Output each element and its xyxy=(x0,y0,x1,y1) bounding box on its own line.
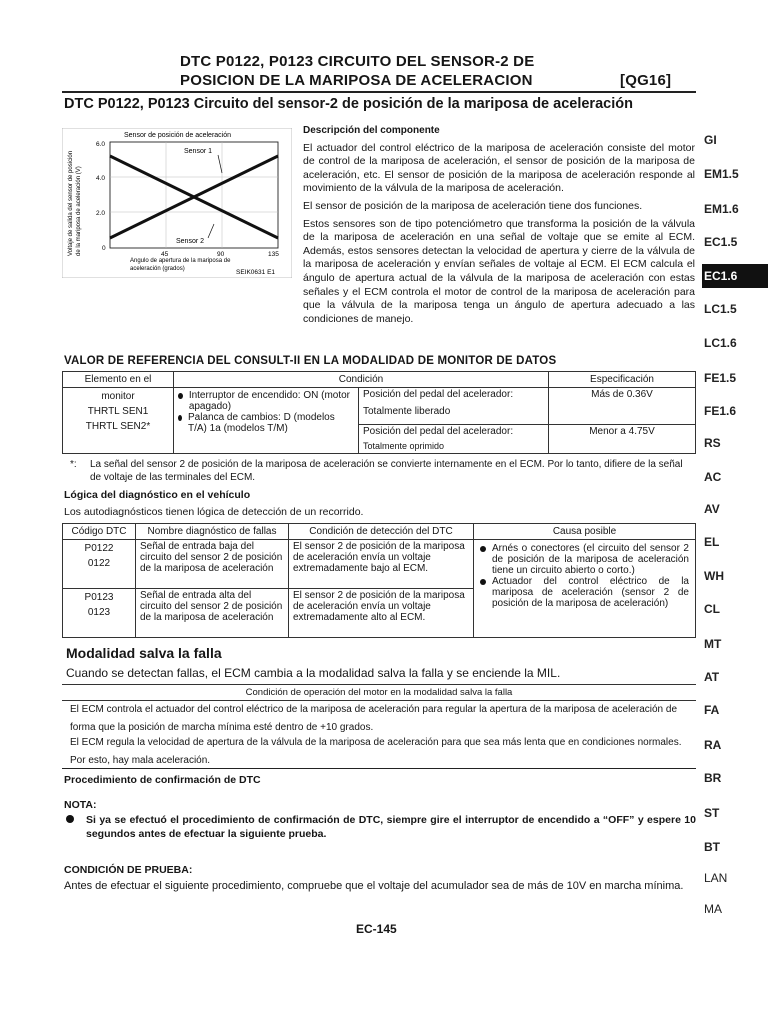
table-row xyxy=(63,540,696,589)
logic-header-cause: Causa posible xyxy=(474,524,696,540)
cause-item-1: Arnés o conectores (el circuito del sensor 2 de posición de la mariposa de aceleración tiene un circuito abierto o corto.) xyxy=(480,543,689,576)
graph-xlabel-2: aceleración (grados) xyxy=(130,266,185,272)
tab-ec15[interactable]: EC1.5 xyxy=(704,235,738,249)
tab-mt[interactable]: MT xyxy=(704,637,722,651)
tab-el[interactable]: EL xyxy=(704,535,720,549)
tab-gi[interactable]: GI xyxy=(704,133,717,147)
consult-pedal-2-cell xyxy=(359,425,549,454)
tab-em16[interactable]: EM1.6 xyxy=(704,202,739,216)
logic-condition-2: El sensor 2 de posición de la mariposa de aceleración envía un voltaje extremadamente alto al ECM. xyxy=(289,589,474,638)
tab-ac[interactable]: AC xyxy=(704,470,722,484)
logic-header-condition: Condición de detección del DTC xyxy=(289,524,474,540)
graph-xlabel-1: Angulo de apertura de la mariposa de xyxy=(130,258,231,264)
logic-table xyxy=(62,523,696,638)
bullet-icon xyxy=(178,393,183,399)
consult-footnote xyxy=(70,458,690,484)
description-heading: Descripción del componente xyxy=(303,125,440,136)
tab-lan[interactable]: LAN xyxy=(704,871,728,885)
logic-code-cell xyxy=(63,540,136,589)
failsafe-rule xyxy=(62,768,696,769)
description-para-2: El sensor de posición de la mariposa de aceleración tiene dos funciones. xyxy=(303,199,643,212)
dtc-code-short: 0123 xyxy=(87,607,111,618)
graph-ytick-6: 6.0 xyxy=(96,141,106,148)
failsafe-title: Modalidad salva la falla xyxy=(66,645,222,661)
consult-condition-2: Palanca de cambios: D (modelos T/A) 1a (modelos T/M) xyxy=(178,412,354,434)
dtc-code-short: 0122 xyxy=(87,558,111,569)
tab-fe15[interactable]: FE1.5 xyxy=(704,371,737,385)
logic-name-1: Señal de entrada baja del circuito del sensor 2 de posición de la mariposa de aceleración xyxy=(136,540,289,589)
bullet-icon xyxy=(480,579,486,585)
tab-av[interactable]: AV xyxy=(704,502,720,516)
header-line-1: DTC P0122, P0123 CIRCUITO DEL SENSOR-2 DE xyxy=(180,53,535,70)
graph-ytick-4: 4.0 xyxy=(96,175,106,182)
graph-series-1-label: Sensor 1 xyxy=(184,148,213,155)
cause-item-2: Actuador del control eléctrico de la mariposa de aceleración (sensor 2 de posición de la mariposa de aceleración) xyxy=(480,576,689,609)
tab-wh[interactable]: WH xyxy=(704,569,724,583)
consult-condition-cell xyxy=(174,388,359,454)
graph-xtick-90: 90 xyxy=(217,251,225,258)
graph-reference: SEIK0631 E1 xyxy=(236,269,276,276)
tab-rs[interactable]: RS xyxy=(704,436,721,450)
bullet-icon xyxy=(178,415,182,421)
graph-xtick-135: 135 xyxy=(268,251,279,258)
dtc-code: P0122 xyxy=(84,543,114,554)
graph-ylabel-1: Voltaje de salida del sensor de posición xyxy=(68,150,74,256)
consult-pedal-1-state: Totalmente liberado xyxy=(363,406,451,417)
note-title: NOTA: xyxy=(64,799,97,811)
description-para-3: Estos sensores son de tipo potenciómetro que transforma la posición de la válvula de la mariposa de aceleración en una señal de voltaje que se emite al ECM. Además, estos sensores detectan la velocidad de apertura y cierre de la válvula de la mariposa de aceleración y envían señales de voltaje al ECM. El ECM calcula el ángulo de apertura actual de la válvula de la mariposa de aceleración con estas señales y el ECM controla el motor de control de la mariposa de aceleración para que la válvula de la mariposa tenga un ángulo de apertura adecuado a las condiciones de manejo. xyxy=(303,217,695,325)
consult-pedal-2: Posición del pedal del acelerador: xyxy=(363,426,514,437)
consult-item-cell xyxy=(63,388,174,454)
page-header xyxy=(180,52,672,90)
graph-ytick-0: 0 xyxy=(102,245,106,252)
logic-name-2: Señal de entrada alta del circuito del sensor 2 de posición de la mariposa de aceleración xyxy=(136,589,289,638)
component-description xyxy=(303,124,695,330)
graph-title: Sensor de posición de aceleración xyxy=(124,132,232,139)
consult-header-condition: Condición xyxy=(174,372,549,388)
footnote-mark: *: xyxy=(70,459,77,470)
graph-ylabel-2: de la mariposa de aceleración (V) xyxy=(76,166,82,256)
page-number: EC-145 xyxy=(356,922,397,936)
tab-br[interactable]: BR xyxy=(704,771,722,785)
logic-header-name: Nombre diagnóstico de fallas xyxy=(136,524,289,540)
graph-ytick-2: 2.0 xyxy=(96,210,106,217)
logic-cause-cell xyxy=(474,540,696,638)
tab-at[interactable]: AT xyxy=(704,670,720,684)
note-text: Si ya se efectuó el procedimiento de confirmación de DTC, siempre gire el interruptor de encendido a “OFF” y espere 10 segundos antes de efectuar la siguiente prueba. xyxy=(86,814,696,840)
logic-header-code: Código DTC xyxy=(63,524,136,540)
tab-fe16[interactable]: FE1.6 xyxy=(704,404,737,418)
tab-lc15[interactable]: LC1.5 xyxy=(704,302,737,316)
consult-header-item: Elemento en el xyxy=(63,372,174,388)
consult-item-monitor: monitor xyxy=(101,391,135,402)
tab-ma[interactable]: MA xyxy=(704,902,722,916)
consult-table xyxy=(62,371,696,454)
logic-intro: Los autodiagnósticos tienen lógica de detección de un recorrido. xyxy=(64,506,364,518)
tab-cl[interactable]: CL xyxy=(704,602,720,616)
footnote-text: La señal del sensor 2 de posición de la mariposa de aceleración se convierte internamente en el ECM. Por lo tanto, difiere de la señal de voltaje de las terminales del ECM. xyxy=(90,459,683,483)
consult-item-sen1: THRTL SEN1 xyxy=(87,406,149,417)
test-condition-title: CONDICIÓN DE PRUEBA: xyxy=(64,864,193,876)
section-subtitle: DTC P0122, P0123 Circuito del sensor-2 de posición de la mariposa de aceleración xyxy=(64,96,633,112)
tab-st[interactable]: ST xyxy=(704,806,720,820)
tab-fa[interactable]: FA xyxy=(704,703,720,717)
bullet-icon xyxy=(66,815,74,823)
consult-pedal-1: Posición del pedal del acelerador: xyxy=(363,389,514,400)
consult-title: VALOR DE REFERENCIA DEL CONSULT-II EN LA MODALIDAD DE MONITOR DE DATOS xyxy=(64,355,557,367)
consult-spec-2: Menor a 4.75V xyxy=(549,425,696,454)
consult-spec-1: Más de 0.36V xyxy=(549,388,696,425)
note-item xyxy=(64,813,696,841)
consult-pedal-1-cell xyxy=(359,388,549,425)
tab-em15[interactable]: EM1.5 xyxy=(704,167,739,181)
tab-lc16[interactable]: LC1.6 xyxy=(704,336,737,350)
consult-condition-1: Interruptor de encendido: ON (motor apagado) xyxy=(178,390,354,412)
graph-series-2-label: Sensor 2 xyxy=(176,238,205,245)
tab-ra[interactable]: RA xyxy=(704,738,722,752)
consult-header-spec: Especificación xyxy=(549,372,696,388)
logic-condition-1: El sensor 2 de posición de la mariposa de aceleración envía un voltaje extremadamente bajo al ECM. xyxy=(289,540,474,589)
consult-pedal-2-state: Totalmente oprimido xyxy=(363,441,445,451)
logic-title: Lógica del diagnóstico en el vehículo xyxy=(64,489,251,501)
failsafe-band: Condición de operación del motor en la modalidad salva la falla xyxy=(62,684,696,701)
sensor-graph xyxy=(62,128,292,278)
test-condition-text: Antes de efectuar el siguiente procedimiento, compruebe que el voltaje del acumulador sea de más de 10V en marcha mínima. xyxy=(64,880,684,892)
tab-bt[interactable]: BT xyxy=(704,840,720,854)
header-engine-code: [QG16] xyxy=(620,72,672,89)
confirmation-title: Procedimiento de confirmación de DTC xyxy=(64,774,261,786)
dtc-code: P0123 xyxy=(84,592,114,603)
description-para-1: El actuador del control eléctrico de la mariposa de aceleración consiste del motor de control de la mariposa de aceleración, el sensor de posición de la mariposa de aceleración, etc. El sensor de posición de la mariposa de aceleración responde al movimiento de la válvula de la mariposa de aceleración. xyxy=(303,141,695,195)
failsafe-intro: Cuando se detectan fallas, el ECM cambia a la modalidad salva la falla y se enciende la MIL. xyxy=(66,666,561,680)
header-line-2: POSICION DE LA MARIPOSA DE ACELERACION xyxy=(180,72,533,89)
consult-item-sen2: THRTL SEN2* xyxy=(85,421,151,432)
graph-xtick-45: 45 xyxy=(161,251,169,258)
failsafe-para-1: El ECM controla el actuador del control eléctrico de la mariposa de aceleración para regular la apertura de la mariposa de aceleración de forma que la posición de marcha mínima esté dentro de +10 grados. xyxy=(70,704,678,733)
header-rule xyxy=(62,91,696,93)
tab-ec16-active[interactable]: EC1.6 xyxy=(702,264,768,288)
failsafe-para-2: El ECM regula la velocidad de apertura de la válvula de la mariposa de aceleración para que sea más lenta que en condiciones normales. Por esto, hay mala aceleración. xyxy=(70,737,682,766)
logic-code-cell xyxy=(63,589,136,638)
bullet-icon xyxy=(480,546,486,552)
